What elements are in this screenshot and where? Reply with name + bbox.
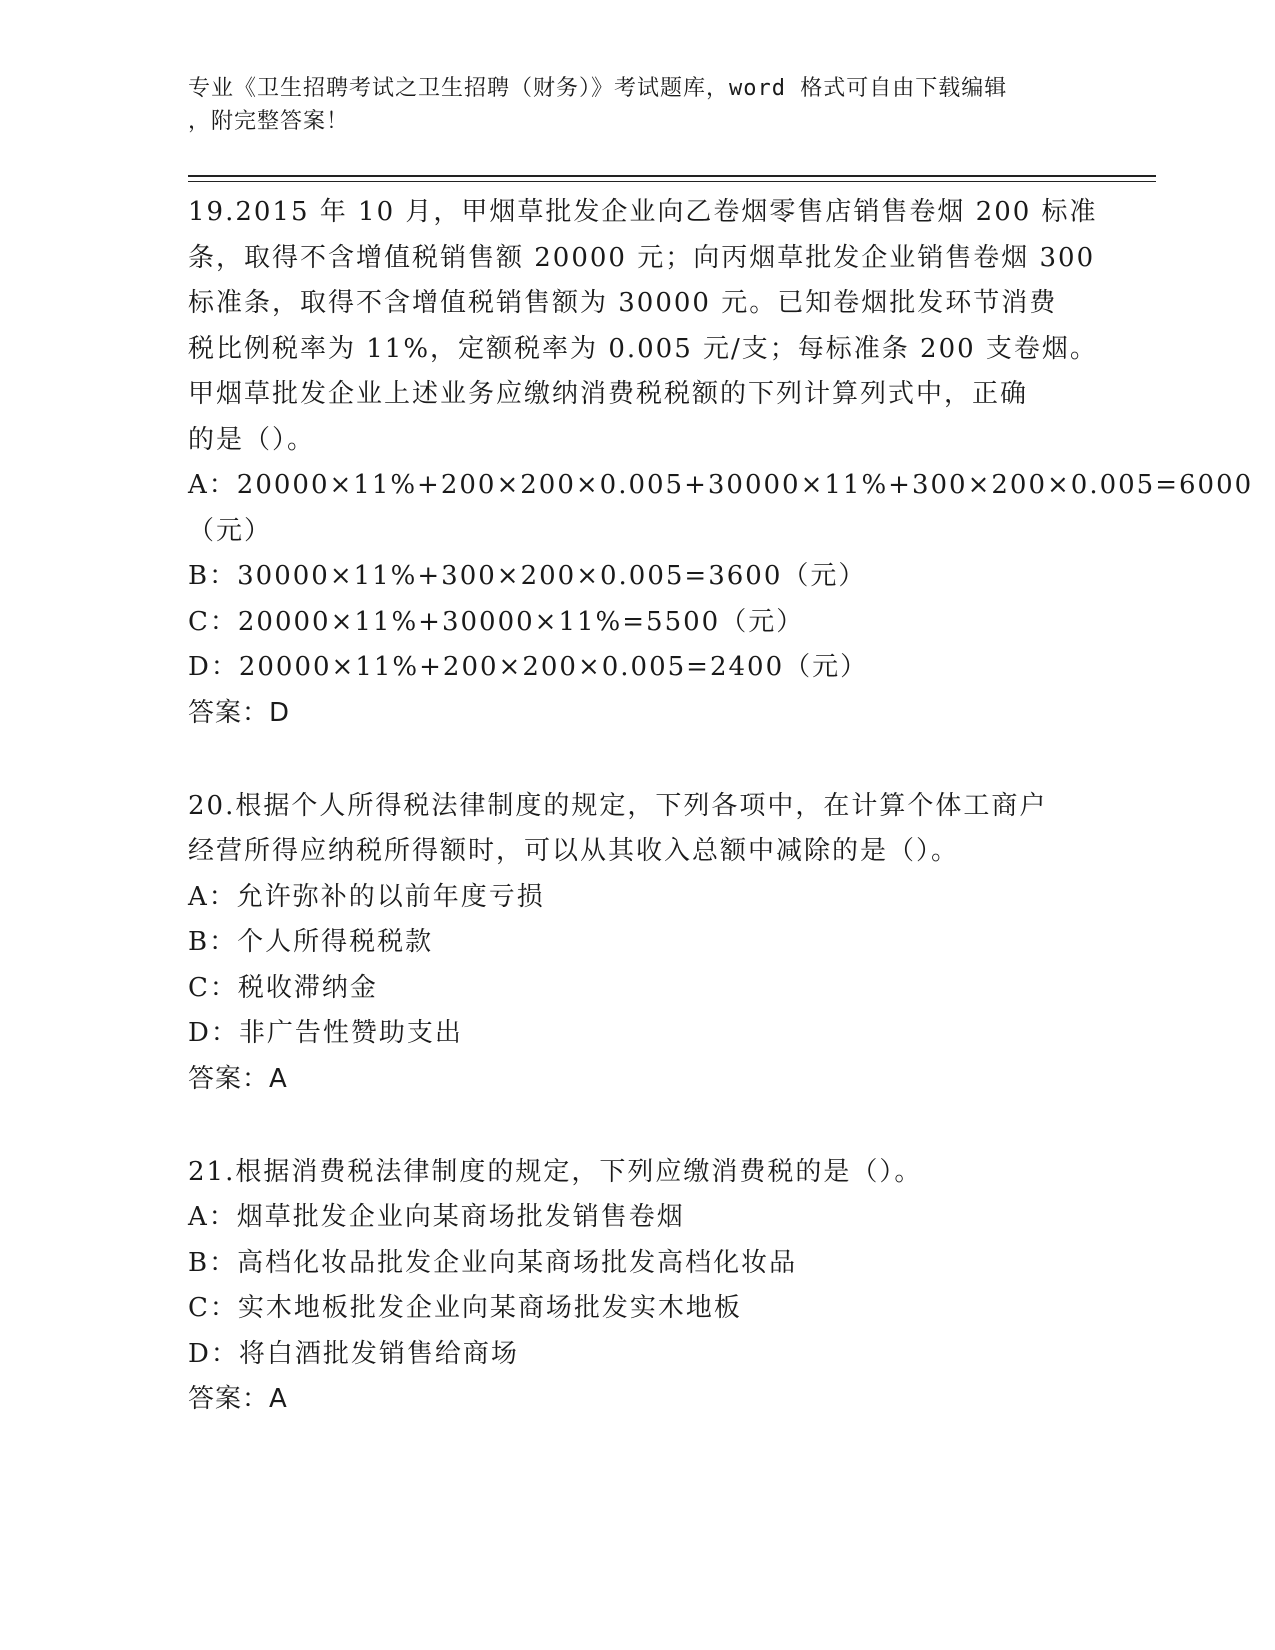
option-a: A：烟草批发企业向某商场批发销售卷烟 (188, 1202, 685, 1232)
question-spacer (188, 1102, 1088, 1150)
question-text-line: 条，取得不含增值税销售额 20000 元；向丙烟草批发企业销售卷烟 300 (188, 242, 1096, 273)
header-divider-thin (188, 181, 1156, 182)
option-b: B：个人所得税税款 (188, 927, 434, 957)
question-20 (188, 784, 1088, 1102)
question-21 (188, 1150, 1088, 1423)
option-d: D：20000×11%+200×200×0.005=2400（元） (188, 652, 869, 682)
option-a: A：允许弥补的以前年度亏损 (188, 881, 545, 912)
question-text-line: 税比例税率为 11%，定额税率为 0.005 元/支；每标准条 200 支卷烟。 (188, 333, 1098, 364)
question-list (188, 190, 1254, 1422)
header-divider-thick (188, 175, 1156, 177)
option-d: D：将白酒批发销售给商场 (188, 1338, 519, 1369)
question-text-line: 的是（）。 (188, 424, 316, 455)
option-b: B：30000×11%+300×200×0.005=3600（元） (188, 561, 867, 591)
header-line-1: 专业《卫生招聘考试之卫生招聘（财务）》考试题库，word 格式可自由下载编辑 (188, 76, 1008, 101)
option-a-continuation: （元） (188, 515, 273, 546)
answer-label: 答案：A (188, 1063, 288, 1094)
question-spacer (188, 736, 1088, 784)
question-text-line: 甲烟草批发企业上述业务应缴纳消费税税额的下列计算列式中，正确 (188, 379, 1029, 409)
question-text-line: 经营所得应纳税所得额时，可以从其收入总额中减除的是（）。 (188, 836, 960, 866)
option-c: C：20000×11%+30000×11%=5500（元） (188, 606, 805, 637)
option-c: C：税收滞纳金 (188, 972, 378, 1003)
answer-label: 答案：D (188, 697, 291, 728)
option-b: B：高档化妆品批发企业向某商场批发高档化妆品 (188, 1247, 798, 1278)
question-text-line: 19.2015 年 10 月，甲烟草批发企业向乙卷烟零售店销售卷烟 200 标准 (188, 197, 1098, 227)
document-header (188, 72, 1088, 138)
option-c: C：实木地板批发企业向某商场批发实木地板 (188, 1293, 742, 1323)
option-d: D：非广告性赞助支出 (188, 1018, 463, 1048)
question-text-line: 标准条，取得不含增值税销售额为 30000 元。已知卷烟批发环节消费 (188, 288, 1058, 318)
answer-label: 答案：A (188, 1384, 288, 1414)
question-19 (188, 190, 1254, 736)
header-line-2: ，附完整答案！ (188, 109, 350, 134)
question-text-line: 21.根据消费税法律制度的规定，下列应缴消费税的是（）。 (188, 1156, 923, 1187)
option-a: A：20000×11%+200×200×0.005+30000×11%+300×200×0.005=6000 (188, 470, 1254, 500)
question-text-line: 20.根据个人所得税法律制度的规定，下列各项中，在计算个体工商户 (188, 790, 1048, 821)
